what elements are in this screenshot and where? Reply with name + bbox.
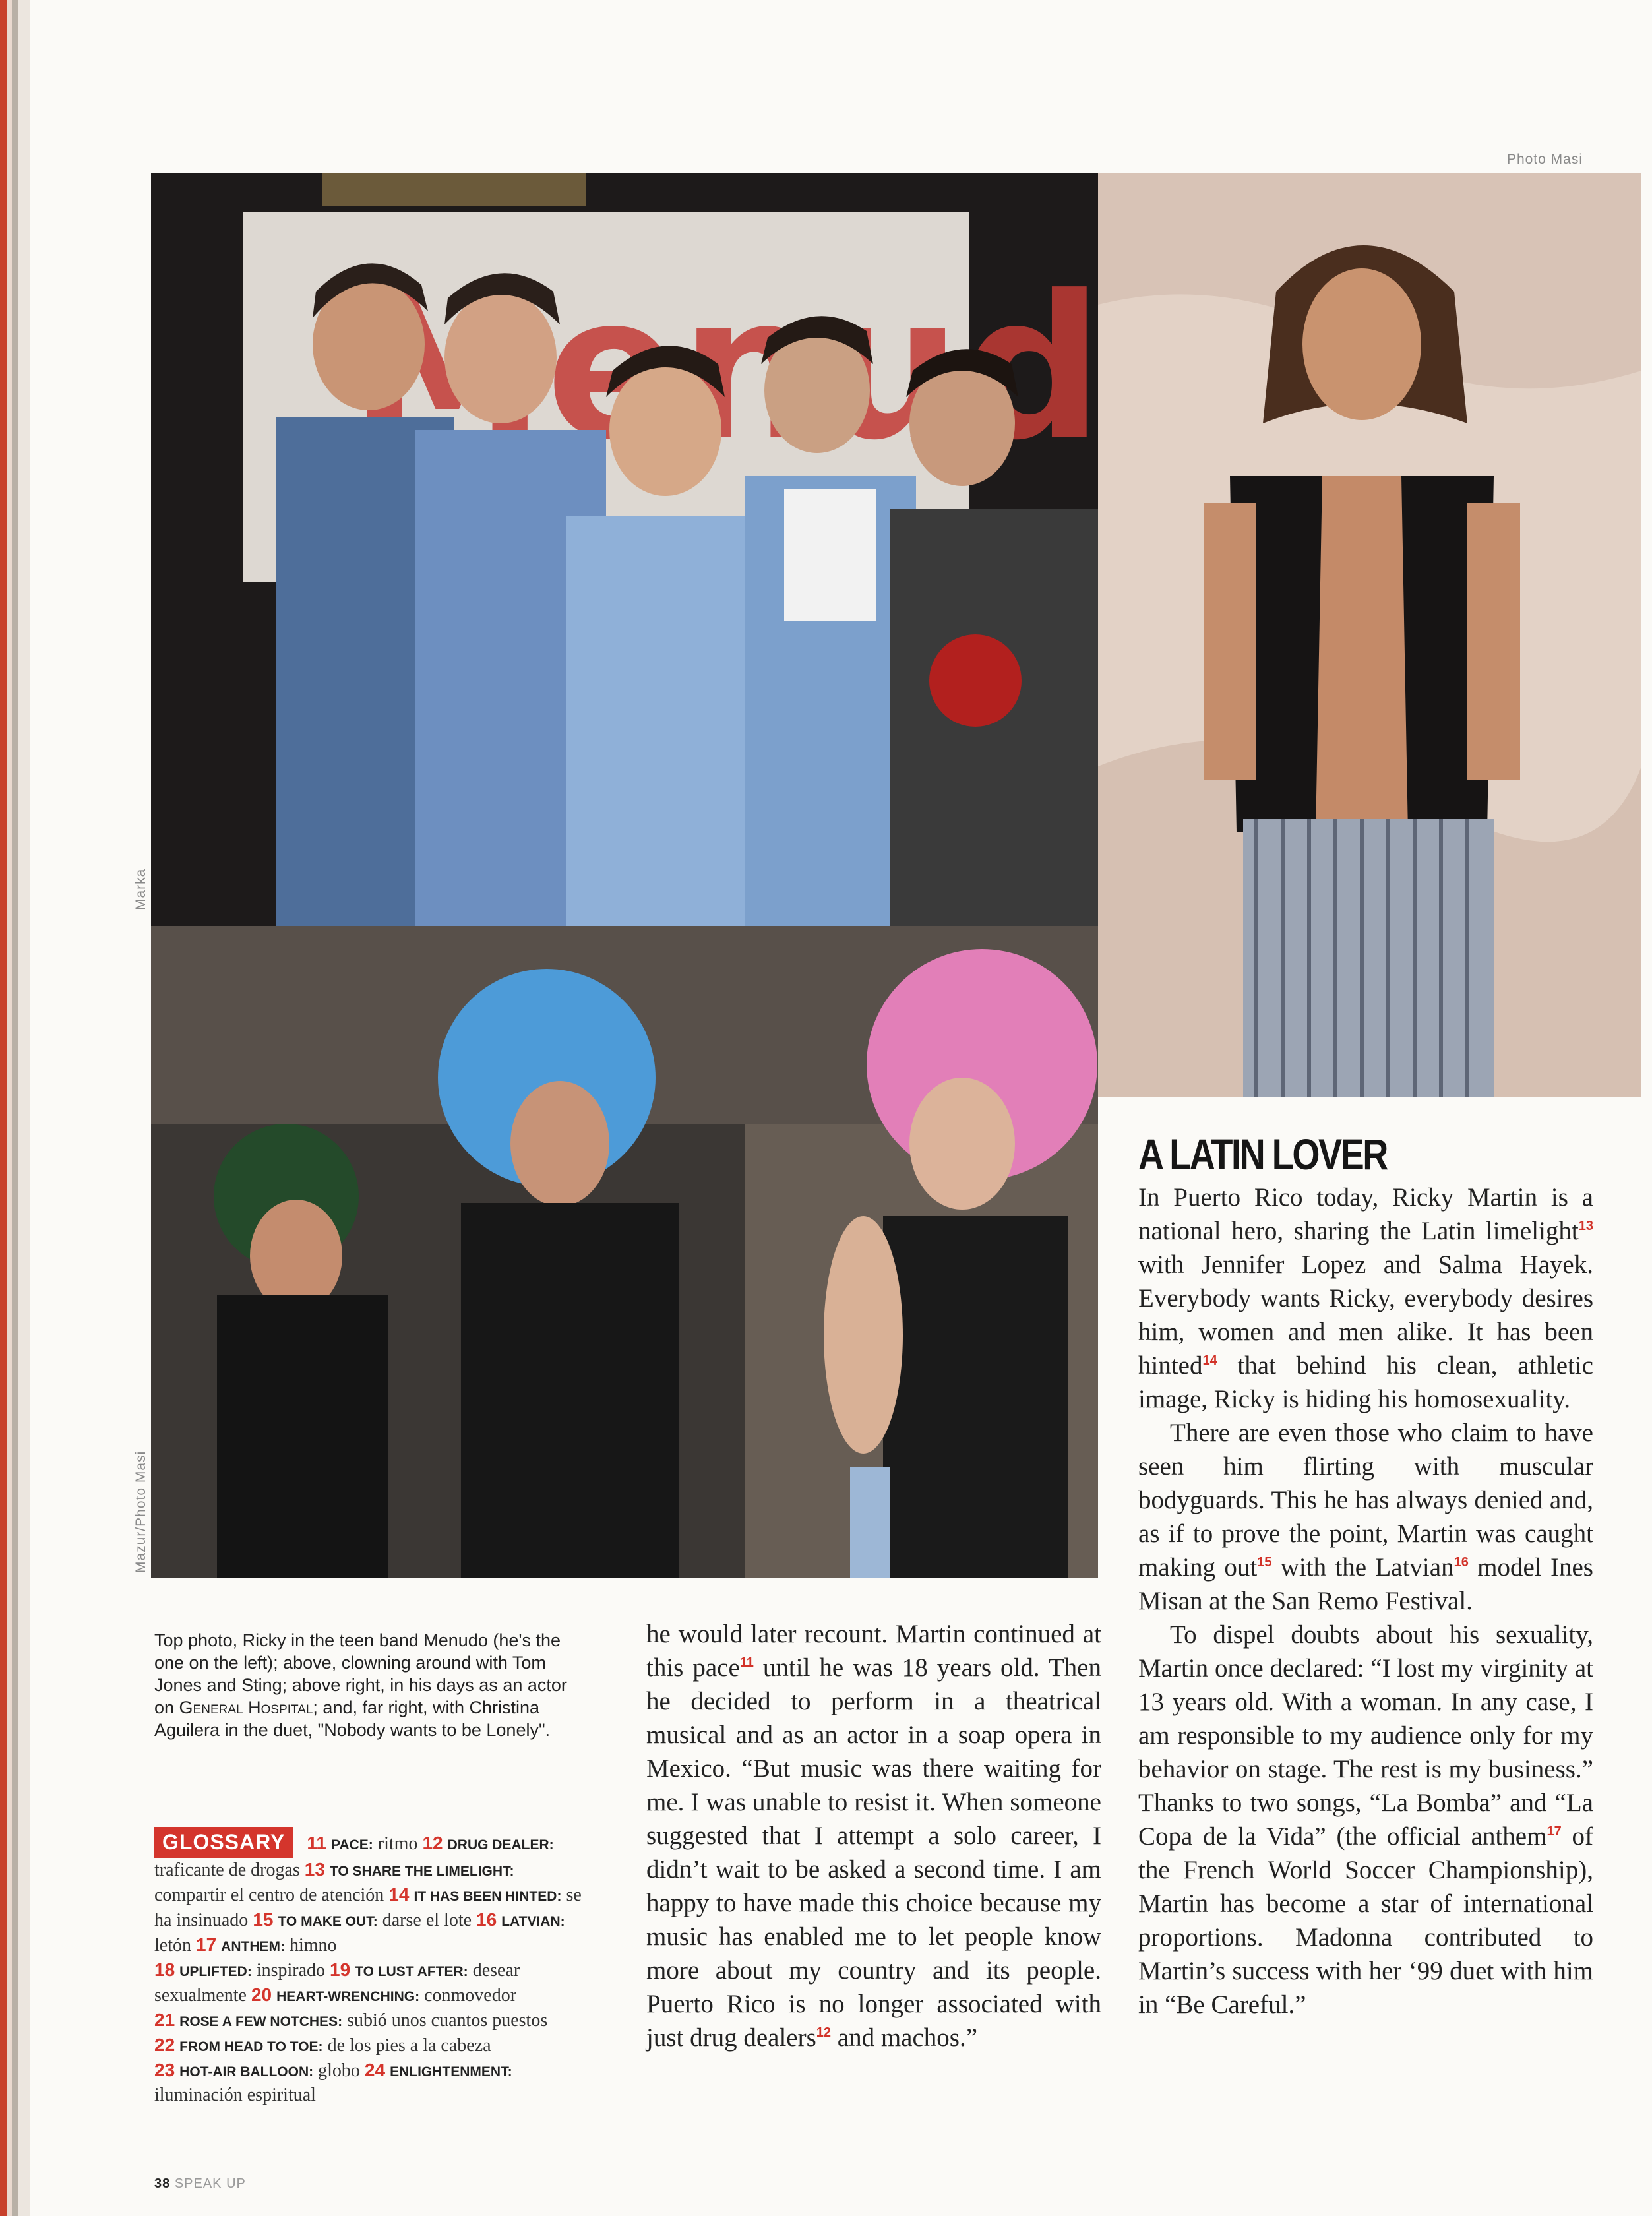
caption-text-1: Top photo, Ricky in the teen band Menudo (he's the one on the left); above, clowning around with Tom Jones and Sting; above right, in his days as an actor on <box>154 1630 567 1717</box>
glossary-entry: 17 ANTHEM: himno <box>196 1934 337 1955</box>
footnote-marker: 14 <box>1202 1353 1217 1368</box>
magazine-name: SPEAK UP <box>174 2176 246 2191</box>
article-column-right <box>1138 1181 1593 2021</box>
photo-credit-menudo: Marka <box>133 868 148 910</box>
footnote-marker: 17 <box>1546 1824 1562 1839</box>
article-paragraph: To dispel doubts about his sexuality, Martin once declared: “I lost my virginity at 13 years old. With a woman. In any case, I am responsible to my audience only for my behavior on stage. The rest is my business.” Thanks to two songs, “La Bomba” and “La Copa de la Vida” (the official anthem$^{17}$ of the French World Soccer Championship), Martin has become a star of international proportions. Madonna contributed to Martin’s success with her ‘99 duet with him in “Be Careful.” <box>1138 1620 1593 2019</box>
glossary <box>154 1827 590 2107</box>
glossary-entry: 21 ROSE A FEW NOTCHES: subió unos cuantos puestos <box>154 2010 548 2031</box>
glossary-entry: 15 TO MAKE OUT: darse el lote <box>253 1909 472 1930</box>
caption-show-name: General Hospital <box>179 1698 313 1717</box>
photo-portrait <box>1098 173 1641 1097</box>
glossary-entry: 13 TO SHARE THE LIMELIGHT: compartir el centro de atención <box>154 1859 514 1905</box>
page-folio <box>154 2176 246 2192</box>
wigs-illustration <box>151 926 1098 1578</box>
article-headline: A LATIN LOVER <box>1138 1130 1387 1179</box>
photo-wigs <box>151 926 1098 1578</box>
glossary-entry: 18 UPLIFTED: inspirado <box>154 1959 326 1981</box>
footnote-marker: 13 <box>1578 1219 1593 1233</box>
glossary-entry: 11 PACE: ritmo <box>307 1833 418 1854</box>
glossary-entry: 12 DRUG DEALER: traficante de drogas <box>154 1833 554 1880</box>
footnote-marker: 11 <box>739 1655 754 1670</box>
article-paragraph: There are even those who claim to have seen him flirting with muscular bodyguards. This he has always denied and, as if to prove the point, Martin was caught making out$^{15}$ with the Latvian$^{16}$ model Ines Misan at the San Remo Festival. <box>1138 1419 1593 1615</box>
footnote-marker: 12 <box>816 2025 832 2040</box>
glossary-entry: 24 ENLIGHTENMENT: iluminación espiritual <box>154 2060 512 2105</box>
glossary-entry: 20 HEART-WRENCHING: conmovedor <box>251 1985 517 2006</box>
portrait-illustration <box>1098 173 1641 1097</box>
glossary-entry: 19 TO LUST AFTER: desear sexualmente <box>154 1959 520 2006</box>
glossary-entry: 14 IT HAS BEEN HINTED: se ha insinuado <box>154 1884 582 1930</box>
footnote-marker: 16 <box>1453 1555 1469 1570</box>
photo-credit-wigs: Mazur/Photo Masi <box>133 1450 148 1573</box>
glossary-entry: 22 FROM HEAD TO TOE: de los pies a la cabeza <box>154 2035 491 2056</box>
caption-text-2: ; and, far right, with Christina Aguilera in the duet, "Nobody wants to be Lonely". <box>154 1698 551 1740</box>
glossary-entry: 16 LATVIAN: letón <box>154 1909 565 1955</box>
page-number: 38 <box>154 2176 171 2191</box>
menudo-illustration <box>151 173 1098 926</box>
article-paragraph: In Puerto Rico today, Ricky Martin is a national hero, sharing the Latin limelight$^{13}$ with Jennifer Lopez and Salma Hayek. Everybody wants Ricky, everybody desires him, women and men alike. It has been hinted$^{14}$ that behind his clean, athletic image, Ricky is hiding his homosexuality. <box>1138 1183 1593 1413</box>
glossary-entry: 23 HOT-AIR BALLOON: globo <box>154 2060 360 2081</box>
photo-caption <box>154 1629 590 1741</box>
article-paragraph: he would later recount. Martin continued at this pace$^{11}$ until he was 18 years old. Then he decided to perform in a theatrical musical and as an actor in a soap opera in Mexico. “But music was there waiting for me. I was unable to resist it. When someone suggested that I attempt a solo career, I didn’t wait to be asked a second time. I am happy to have made this choice because my music has enabled me to let people know more about my country and its people. Puerto Rico is no longer associated with just drug dealers$^{12}$ and machos.” <box>646 1620 1101 2052</box>
binding-edge <box>0 0 30 2216</box>
photo-credit-top: Photo Masi <box>1506 152 1583 167</box>
photo-menudo <box>151 173 1098 926</box>
footnote-marker: 15 <box>1257 1555 1272 1570</box>
glossary-label: GLOSSARY <box>154 1827 293 1858</box>
article-column-middle <box>646 1617 1101 2054</box>
